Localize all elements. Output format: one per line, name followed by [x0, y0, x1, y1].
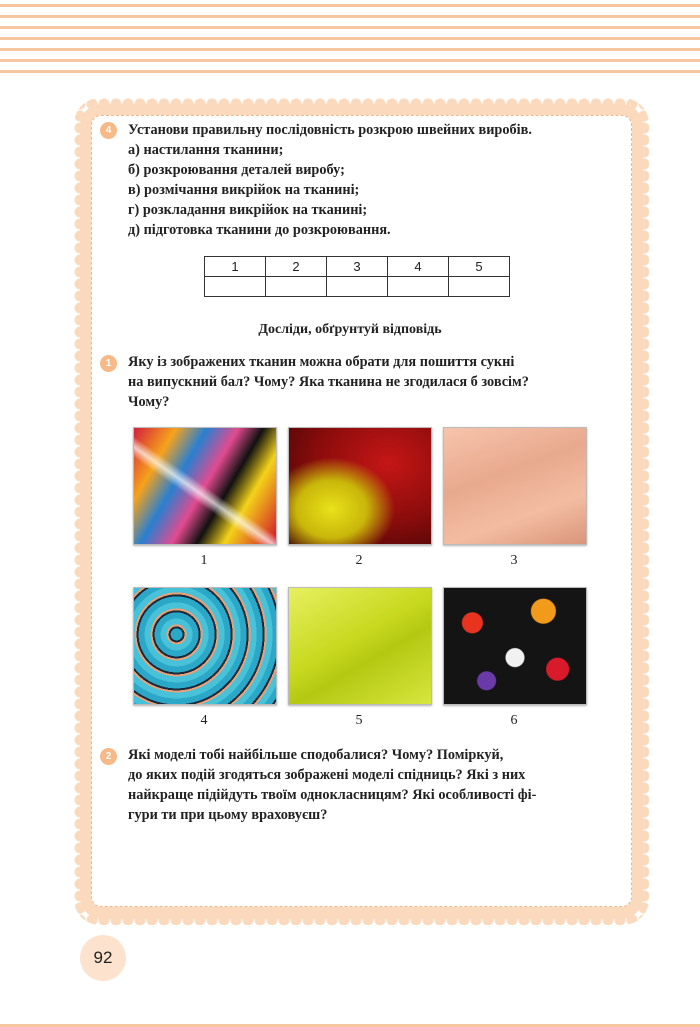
option-b: б) розкроювання деталей виробу; [128, 162, 345, 178]
seq-header-3: 3 [327, 257, 388, 277]
task-4-badge: 4 [100, 122, 117, 139]
task-1-badge: 1 [100, 355, 117, 372]
option-c: в) розмічання викрійок на тканині; [128, 182, 360, 198]
section-title: Досліди, обґрунтуй відповідь [258, 322, 442, 337]
task-1-line-3: Чому? [128, 394, 170, 410]
seq-answer-cell[interactable] [449, 277, 510, 297]
option-d: г) розкладання викрійок на тканині; [128, 202, 368, 218]
seq-header-2: 2 [266, 257, 327, 277]
task-2-line-4: гури ти при цьому враховуєш? [128, 807, 328, 823]
fabric-swatch-2 [288, 427, 432, 545]
task-4-prompt: Установи правильну послідовність розкрою швейних виробів. [128, 122, 532, 138]
task-1-line-1: Яку із зображених тканин можна обрати для пошиття сукні [128, 354, 515, 370]
seq-answer-cell[interactable] [388, 277, 449, 297]
seq-header-1: 1 [205, 257, 266, 277]
seq-header-5: 5 [449, 257, 510, 277]
fabric-label-3: 3 [510, 553, 518, 568]
fabric-label-4: 4 [200, 713, 208, 728]
seq-answer-cell[interactable] [327, 277, 388, 297]
option-e: д) підготовка тканини до розкроювання. [128, 222, 391, 238]
task-2-line-2: до яких подій згодяться зображені моделі спідниць? Які з них [128, 767, 526, 783]
seq-answer-cell[interactable] [266, 277, 327, 297]
fabric-label-2: 2 [355, 553, 363, 568]
fabric-label-1: 1 [200, 553, 208, 568]
task-1-line-2: на випускний бал? Чому? Яка тканина не згодилася б зовсім? [128, 374, 529, 390]
fabric-swatch-6 [443, 587, 587, 705]
fabric-label-6: 6 [510, 713, 518, 728]
header-stripes [0, 0, 700, 76]
fabric-label-5: 5 [355, 713, 363, 728]
fabric-swatch-1 [133, 427, 277, 545]
option-a: а) настилання тканини; [128, 142, 284, 158]
fabric-swatch-4 [133, 587, 277, 705]
page-number: 92 [80, 935, 126, 981]
seq-answer-cell[interactable] [205, 277, 266, 297]
task-2-line-3: найкраще підійдуть твоїм однокласницям? Які особливості фі- [128, 787, 537, 803]
task-2-line-1: Які моделі тобі найбільше сподобалися? Чому? Поміркуй, [128, 747, 504, 763]
fabric-swatch-5 [288, 587, 432, 705]
task-2-badge: 2 [100, 748, 117, 765]
fabric-swatch-3 [443, 427, 587, 545]
seq-header-4: 4 [388, 257, 449, 277]
sequence-table [204, 256, 510, 297]
